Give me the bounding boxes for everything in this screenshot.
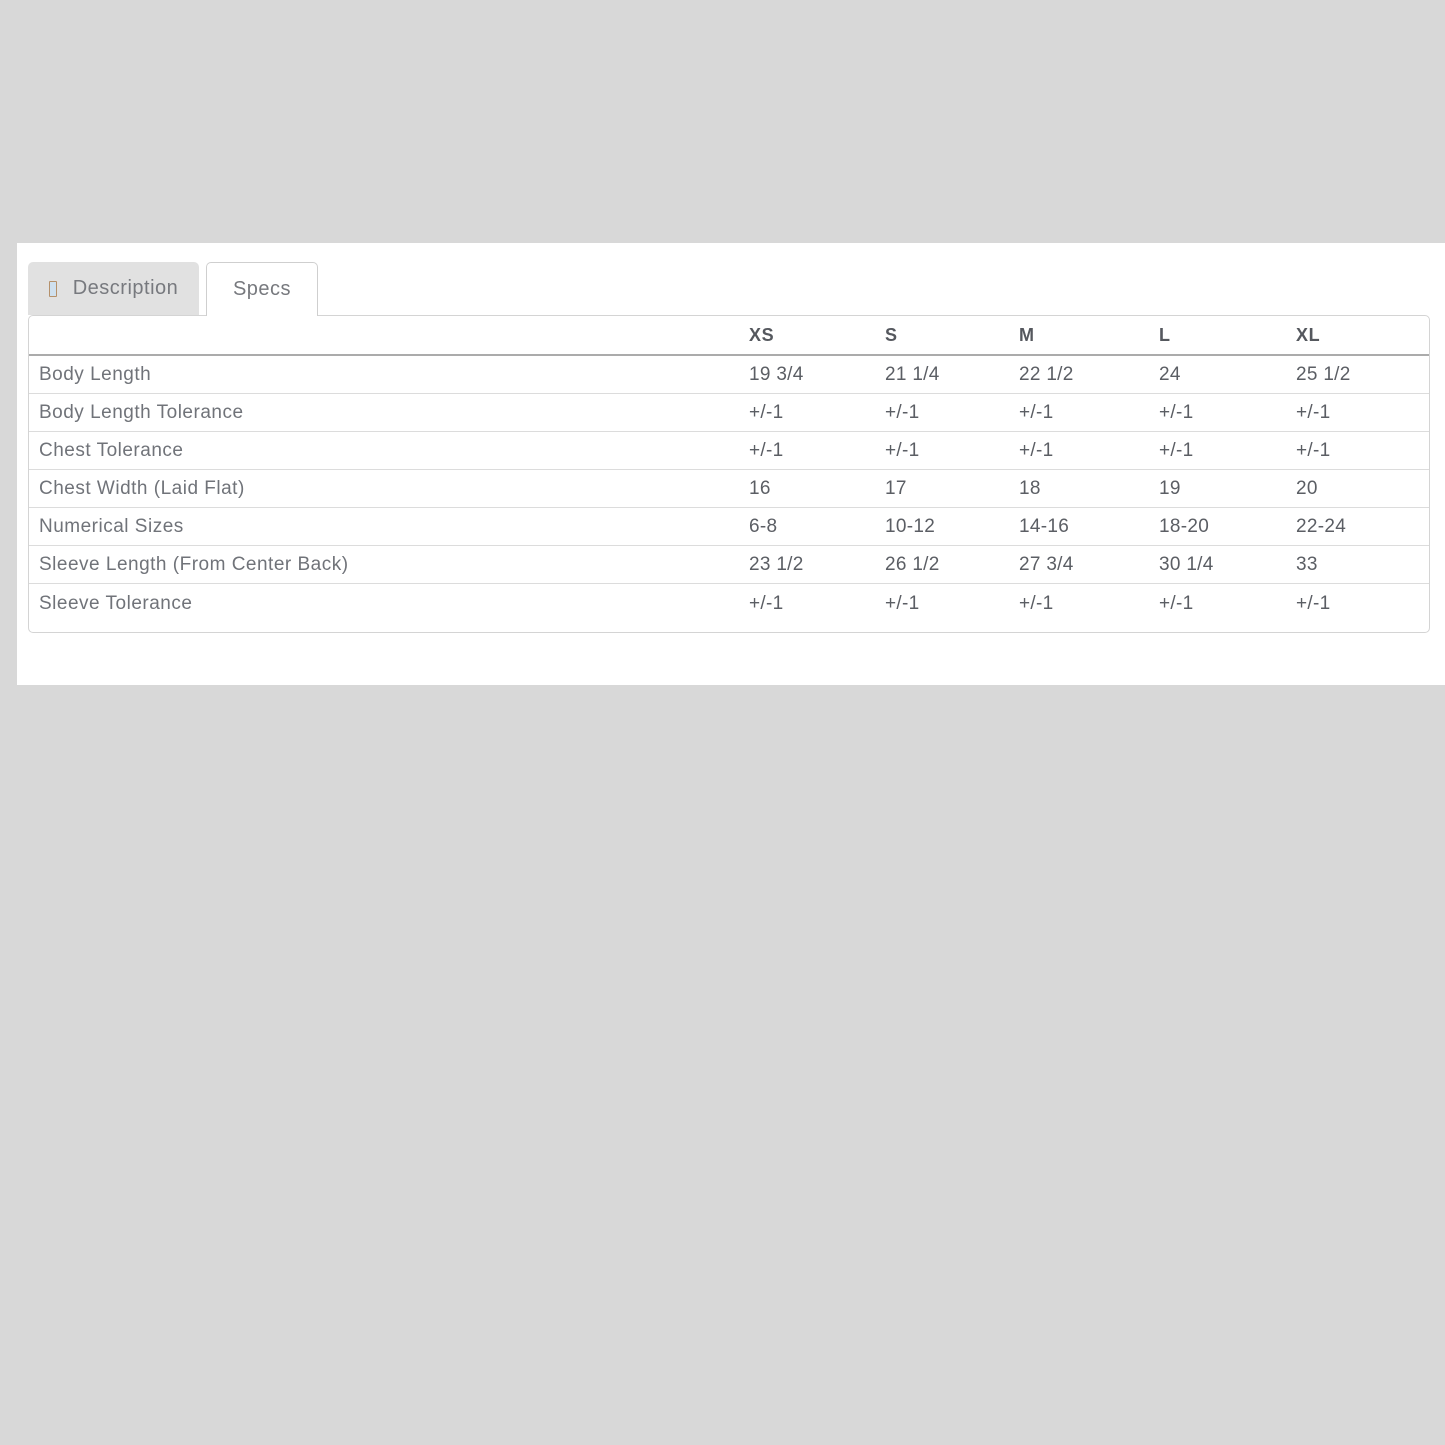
cell-value: 30 1/4	[1159, 546, 1296, 584]
column-header-xs: XS	[749, 316, 885, 356]
cell-value: +/-1	[1019, 394, 1159, 432]
column-header-xl: XL	[1296, 316, 1429, 356]
tab-specs-label: Specs	[232, 278, 292, 300]
cell-value: 24	[1159, 356, 1296, 394]
table-row-numerical-sizes	[29, 508, 1429, 546]
cell-value: 19 3/4	[749, 356, 885, 394]
cell-value: +/-1	[749, 394, 885, 432]
cell-value: 18-20	[1159, 508, 1296, 546]
row-label: Numerical Sizes	[29, 508, 749, 546]
tab-description[interactable]	[28, 262, 199, 315]
cell-value: 23 1/2	[749, 546, 885, 584]
cell-value: +/-1	[1159, 593, 1194, 614]
tab-description-label: Description	[72, 277, 179, 299]
cell-value: 25 1/2	[1296, 356, 1429, 394]
cell-value: 26 1/2	[885, 546, 1019, 584]
cell-value: 22 1/2	[1019, 356, 1159, 394]
cell-value: 6-8	[749, 508, 885, 546]
cell-value: 22-24	[1296, 508, 1429, 546]
tab-bar	[28, 262, 1445, 315]
size-spec-table	[28, 315, 1430, 633]
cell-value: 27 3/4	[1019, 546, 1159, 584]
table-row-body-length-tolerance	[29, 394, 1429, 432]
row-label: Chest Width (Laid Flat)	[29, 470, 749, 508]
product-info-panel	[17, 243, 1445, 685]
cell-value: +/-1	[1296, 593, 1331, 614]
row-label: Sleeve Tolerance	[39, 593, 193, 614]
cell-value: +/-1	[1296, 394, 1429, 432]
row-label: Body Length	[29, 356, 749, 394]
table-row-chest-width	[29, 470, 1429, 508]
cell-value: 20	[1296, 470, 1429, 508]
specs-panel	[28, 315, 1430, 633]
cell-value: 16	[749, 470, 885, 508]
cell-value: +/-1	[749, 593, 784, 614]
row-label: Chest Tolerance	[29, 432, 749, 470]
table-row-chest-tolerance	[29, 432, 1429, 470]
cell-value: 18	[1019, 470, 1159, 508]
cell-value: +/-1	[1159, 394, 1296, 432]
header-spacer	[29, 316, 749, 356]
cell-value: 14-16	[1019, 508, 1159, 546]
cell-value: +/-1	[1019, 432, 1159, 470]
tab-specs[interactable]	[206, 262, 318, 316]
cell-value: +/-1	[885, 394, 1019, 432]
cell-value: +/-1	[749, 432, 885, 470]
cell-value: 21 1/4	[885, 356, 1019, 394]
cell-value: 10-12	[885, 508, 1019, 546]
cell-value: +/-1	[1296, 432, 1429, 470]
cell-value: +/-1	[1019, 593, 1054, 614]
cell-value: +/-1	[1159, 432, 1296, 470]
broken-image-icon	[49, 281, 57, 297]
row-label: Sleeve Length (From Center Back)	[29, 546, 749, 584]
cell-value: 33	[1296, 546, 1429, 584]
cell-value: 17	[885, 470, 1019, 508]
cell-value: +/-1	[885, 593, 920, 614]
table-row-sleeve-tolerance	[29, 584, 1429, 632]
header-row	[29, 316, 1429, 356]
cell-value: +/-1	[885, 432, 1019, 470]
cell-value: 19	[1159, 470, 1296, 508]
column-header-s: S	[885, 316, 1019, 356]
table-row-body-length	[29, 356, 1429, 394]
column-header-m: M	[1019, 316, 1159, 356]
column-header-l: L	[1159, 316, 1296, 356]
row-label: Body Length Tolerance	[29, 394, 749, 432]
table-row-sleeve-length	[29, 546, 1429, 584]
